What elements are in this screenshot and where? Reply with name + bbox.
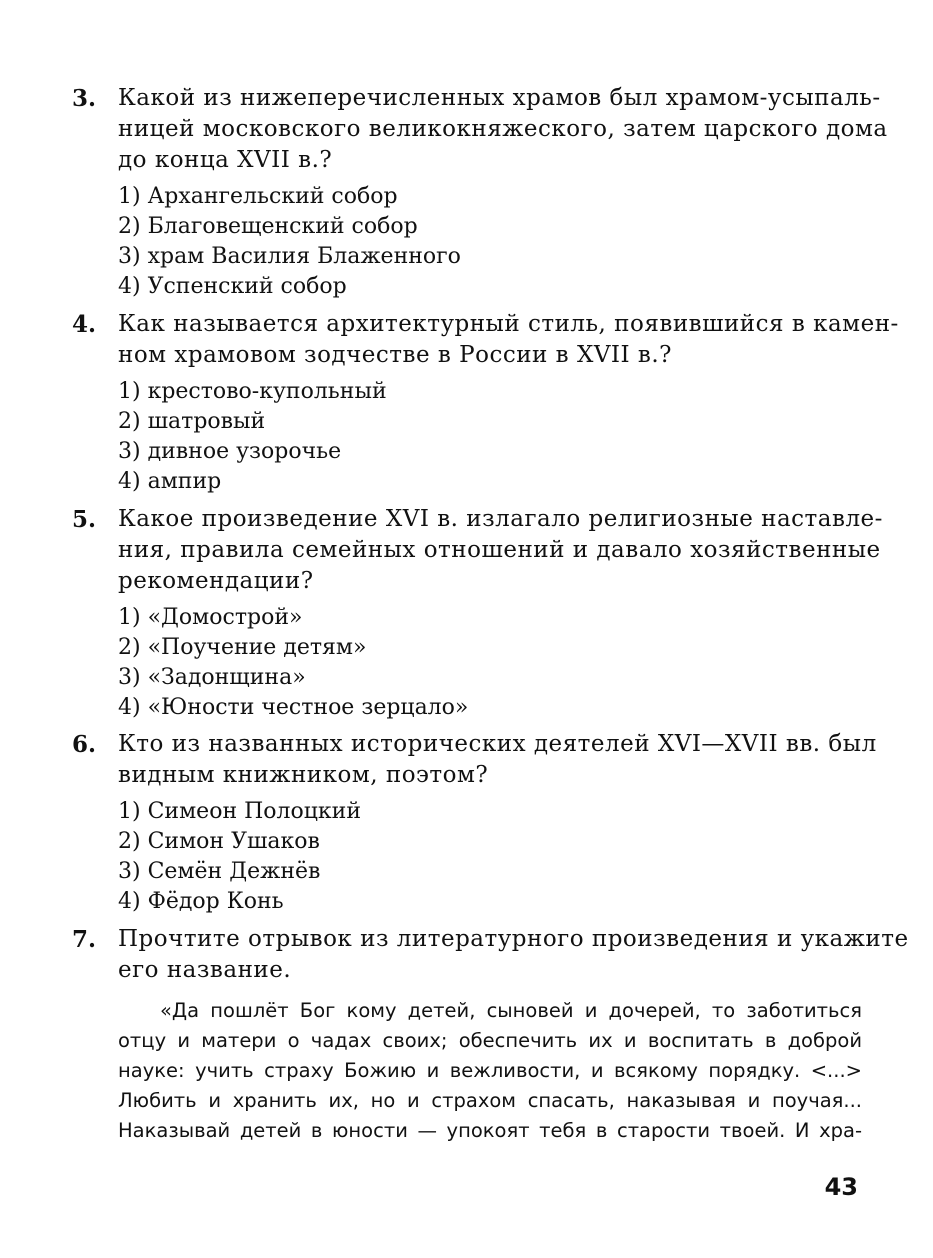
excerpt-line: науке: учить страху Божию и вежливости, и всякому порядку. <...> xyxy=(118,1059,862,1082)
answer-options xyxy=(118,603,862,723)
excerpt-line: Наказывай детей в юности — упокоят тебя в старости твоей. И хра- xyxy=(118,1119,862,1142)
question-number: 3. xyxy=(72,85,97,112)
page-number: 43 xyxy=(824,1173,858,1201)
question-line: Кто из названных исторических деятелей XVI—XVII вв. был xyxy=(118,731,877,757)
answer-option: 4) «Юности честное зерцало» xyxy=(118,695,469,720)
answer-option: 2) Благовещенский собор xyxy=(118,214,418,239)
question-number: 5. xyxy=(72,506,97,533)
question-line: Прочтите отрывок из литературного произведения и укажите xyxy=(118,926,909,952)
question-7 xyxy=(72,924,909,1146)
question-line: ном храмовом зодчестве в России в XVII в.? xyxy=(118,342,672,368)
question-text xyxy=(118,83,888,176)
question-line: ницей московского великокняжеского, затем царского дома xyxy=(118,116,888,142)
excerpt-line: Любить и хранить их, но и страхом спасать, наказывая и поучая... xyxy=(118,1089,862,1112)
question-line: Как называется архитектурный стиль, появившийся в камен- xyxy=(118,311,899,337)
answer-option: 2) Симон Ушаков xyxy=(118,829,320,854)
answer-option: 3) «Задонщина» xyxy=(118,665,306,690)
answer-option: 4) Успенский собор xyxy=(118,274,347,299)
question-text xyxy=(118,729,877,791)
answer-option: 3) храм Василия Блаженного xyxy=(118,244,461,269)
answer-option: 4) Фёдор Конь xyxy=(118,889,284,914)
question-line: Какой из нижеперечисленных храмов был храмом-усыпаль- xyxy=(118,85,881,111)
answer-option: 1) Архангельский собор xyxy=(118,184,398,209)
answer-option: 2) «Поучение детям» xyxy=(118,635,367,660)
answer-options xyxy=(118,182,862,302)
literary-excerpt xyxy=(118,996,862,1146)
question-line: Какое произведение XVI в. излагало религиозные наставле- xyxy=(118,506,883,532)
answer-options xyxy=(118,377,862,497)
question-line: рекомендации? xyxy=(118,568,314,594)
answer-options xyxy=(118,797,862,917)
question-3 xyxy=(72,83,888,318)
question-5 xyxy=(72,504,883,739)
answer-option: 1) «Домострой» xyxy=(118,605,303,630)
question-line: ния, правила семейных отношений и давало хозяйственные xyxy=(118,537,881,563)
question-text xyxy=(118,504,883,597)
answer-option: 1) крестово-купольный xyxy=(118,379,387,404)
question-text xyxy=(118,924,909,986)
question-line: его название. xyxy=(118,957,292,983)
excerpt-line: «Да пошлёт Бог кому детей, сыновей и дочерей, то заботиться xyxy=(160,999,862,1022)
question-number: 6. xyxy=(72,731,97,758)
answer-option: 1) Симеон Полоцкий xyxy=(118,799,361,824)
answer-option: 4) ампир xyxy=(118,469,222,494)
question-4 xyxy=(72,309,899,513)
excerpt-line: отцу и матери о чадах своих; обеспечить их и воспитать в доброй xyxy=(118,1029,862,1052)
answer-option: 2) шатровый xyxy=(118,409,266,434)
question-6 xyxy=(72,729,877,933)
question-line: до конца XVII в.? xyxy=(118,147,333,173)
question-number: 4. xyxy=(72,311,97,338)
question-text xyxy=(118,309,899,371)
question-line: видным книжником, поэтом? xyxy=(118,762,489,788)
answer-option: 3) дивное узорочье xyxy=(118,439,342,464)
question-number: 7. xyxy=(72,926,97,953)
answer-option: 3) Семён Дежнёв xyxy=(118,859,321,884)
